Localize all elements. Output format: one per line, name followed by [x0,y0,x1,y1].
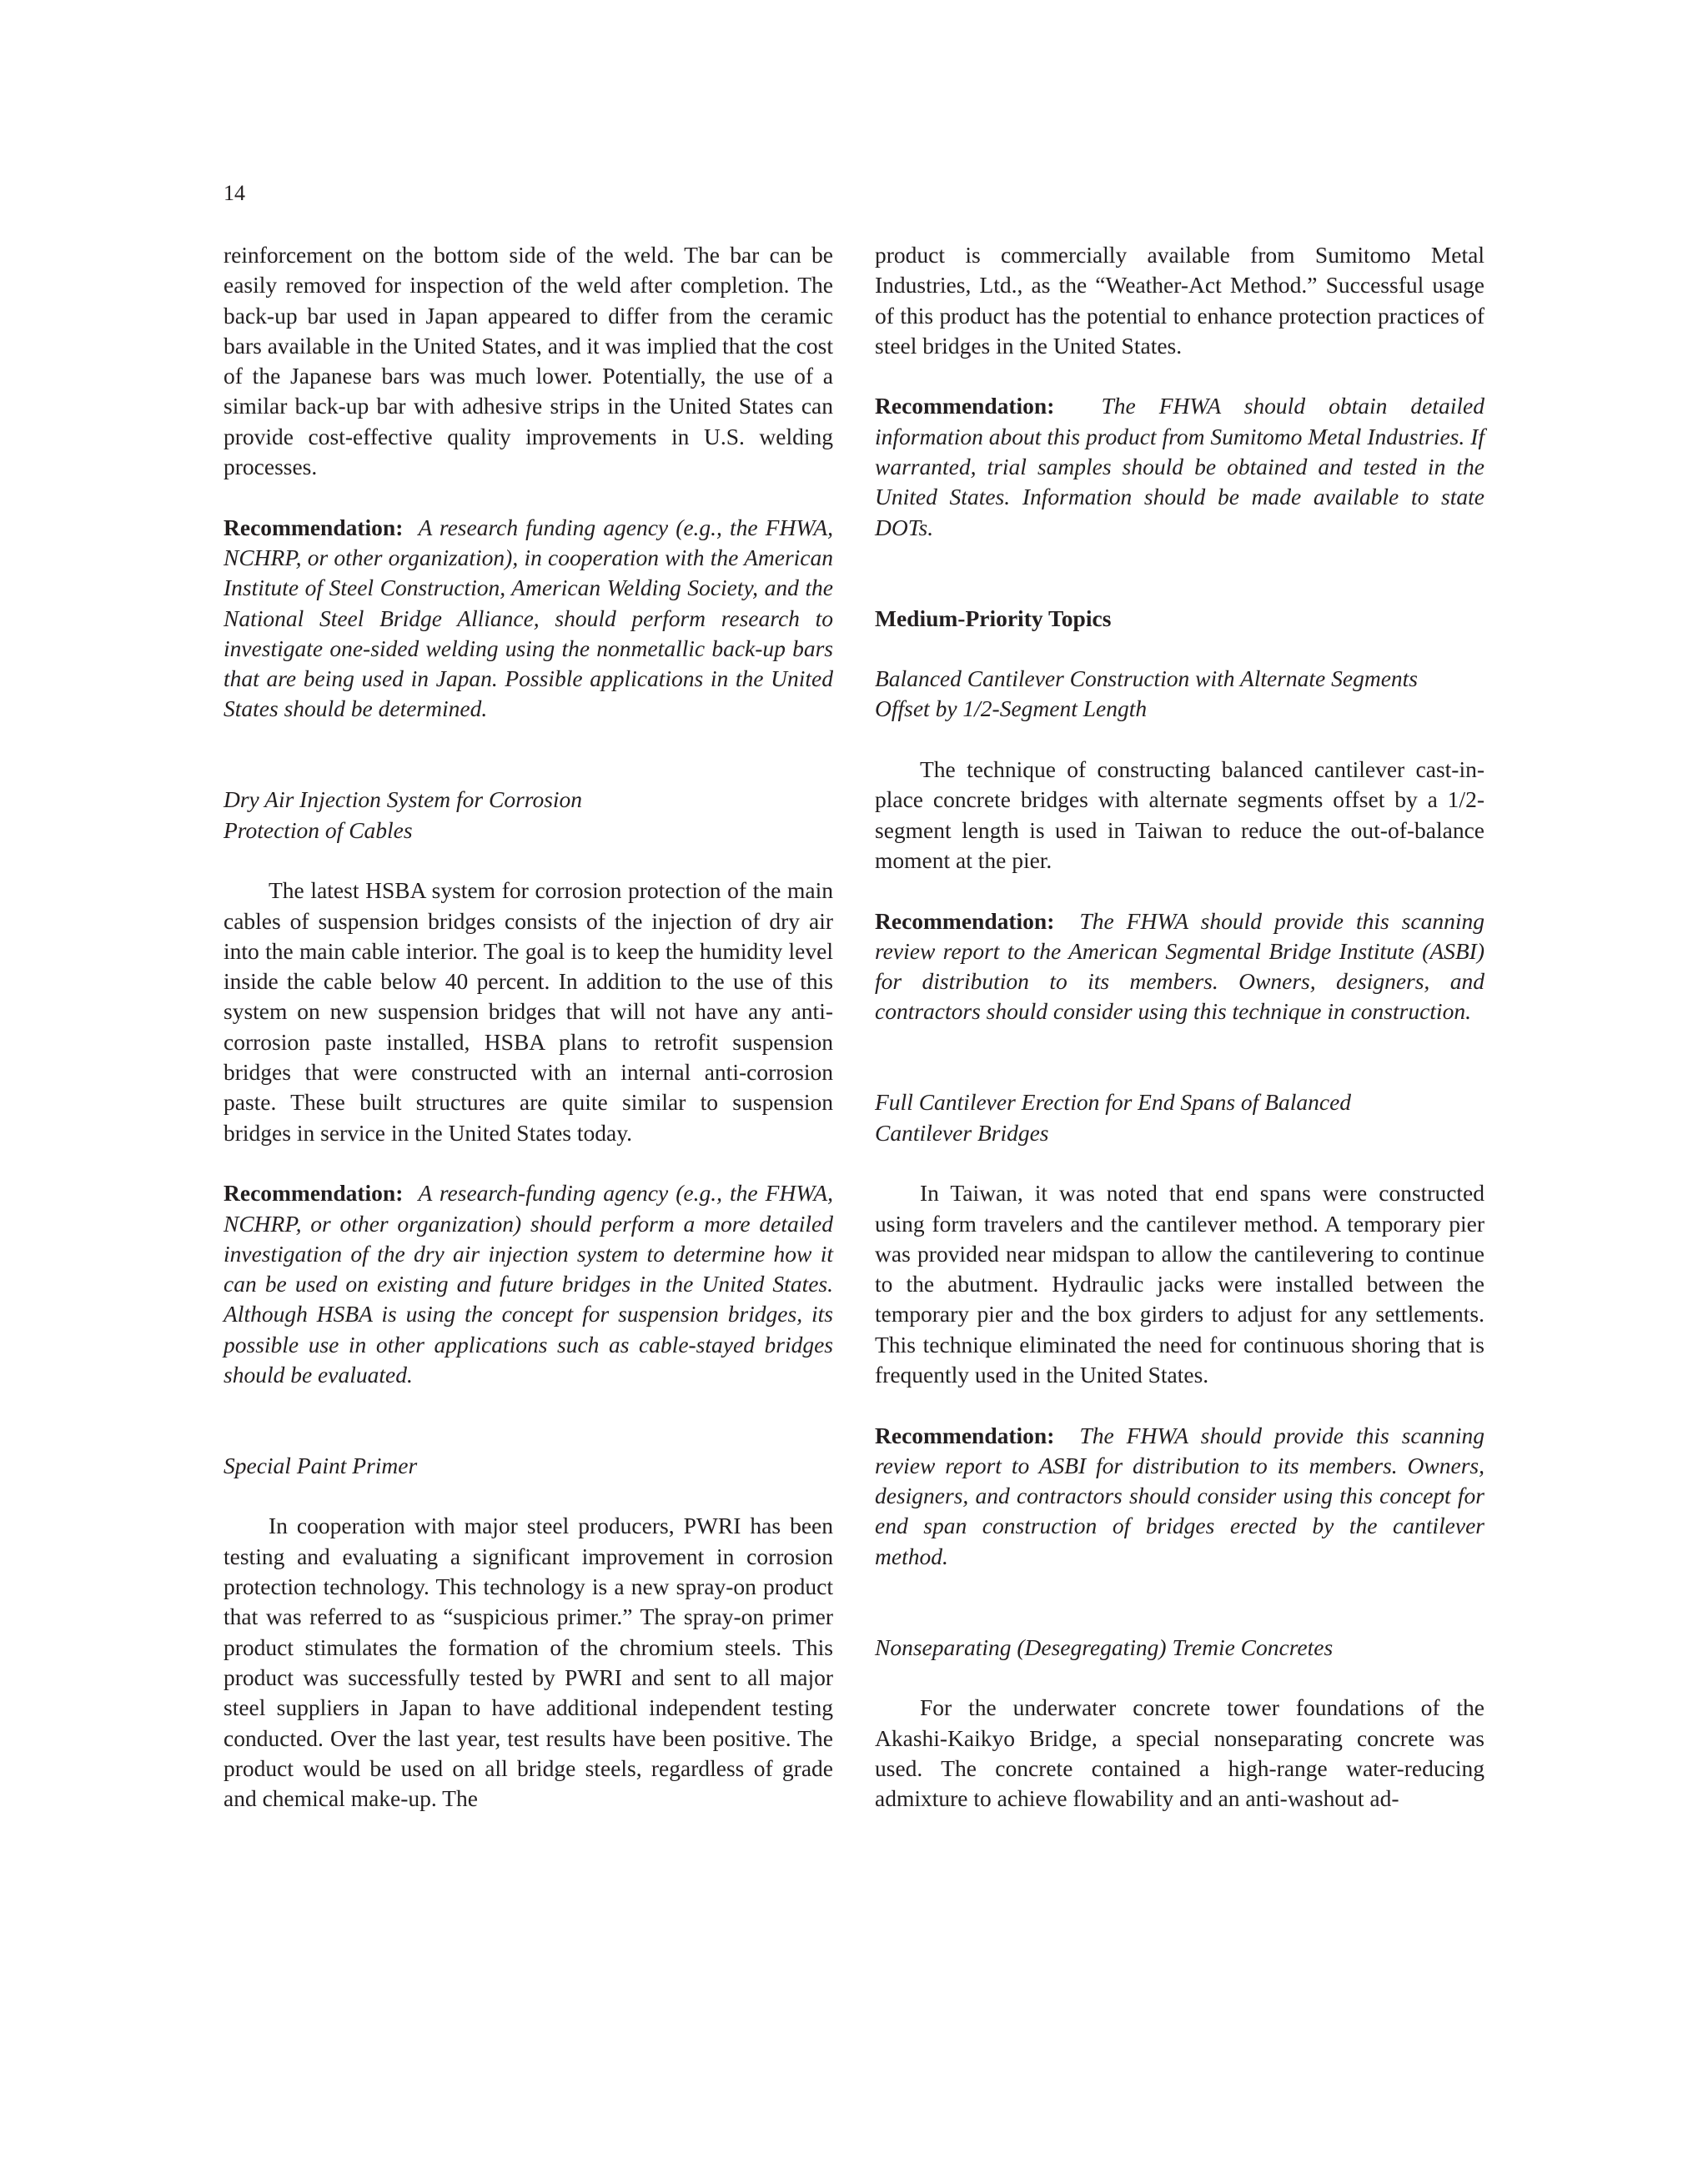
recommendation-label: Recommendation: [875,393,1055,419]
recommendation-full-cantilever [875,1421,1484,1572]
paragraph-tremie-concretes: For the underwater concrete tower foundations of the Akashi-Kaikyo Bridge, a special nonseparating concrete was used. The concrete contained a high-range water-reducing admixture to achieve flowability and an anti-washout ad- [875,1694,1484,1812]
recommendation-text: The FHWA should provide this scanning review report to ASBI for distribution to its members. Owners, designers, and contractors should consider using this concept for end span construction of bridges erected by the cantilever method. [875,1422,1484,1569]
recommendation-dry-air [224,1178,833,1390]
paragraph-full-cantilever: In Taiwan, it was noted that end spans were constructed using form travelers and the cantilever method. A temporary pier was provided near midspan to allow the cantilevering to continue to the abutment. Hydraulic jacks were installed between the temporary pier and the box girders to adjust for any settlements. This technique eliminated the need for continuous shoring that is frequently used in the United States. [875,1180,1484,1388]
recommendation-text: A research funding agency (e.g., the FHWA, NCHRP, or other organization), in cooperation with the American Institute of Steel Construction, American Welding Society, and the National Steel Bridge Alliance, should perform research to investigate one-sided welding using the nonmetallic back-up bars that are being used in Japan. Possible applications in the United States should be determined. [224,514,833,722]
recommendation-text: A research-funding agency (e.g., the FHWA, NCHRP, or other organization) should perform a more detailed investigation of the dry air injection system to determine how it can be used on existing and future bridges in the United States. Although HSBA is using the concept for suspension bridges, its possible use in other applications such as cable-stayed bridges should be evaluated. [224,1180,833,1388]
topic-heading-dry-air [224,785,833,846]
topic-heading-line: Full Cantilever Erection for End Spans of Balanced [875,1089,1352,1116]
topic-heading-line: Cantilever Bridges [875,1119,1049,1146]
recommendation-welding [224,513,833,725]
topic-heading-paint-primer: Special Paint Primer [224,1452,418,1478]
recommendation-label: Recommendation: [224,1180,404,1207]
paragraph-paint-primer: In cooperation with major steel producers, PWRI has been testing and evaluating a significant improvement in corrosion protection technology. This technology is a new spray-on product that was referred to as “suspicious primer.” The spray-on primer product stimulates the formation of the chromium steels. This product was successfully tested by PWRI and sent to all major steel suppliers in Japan to have additional independent testing conducted. Over the last year, test results have been positive. The product would be used on all bridge steels, regardless of grade and chemical make-up. The [224,1513,833,1812]
recommendation-text: The FHWA should obtain detailed information about this product from Sumitomo Metal Industries. If warranted, trial samples should be obtained and tested in the United States. Information should be made available to state DOTs. [875,393,1485,540]
paragraph-welding-continued: reinforcement on the bottom side of the weld. The bar can be easily removed for inspection of the weld after completion. The back-up bar used in Japan appeared to differ from the ceramic bars available in the United States, and it was implied that the cost of the Japanese bars was much lower. Potentially, the use of a similar back-up bar with adhesive strips in the United States can provide cost-effective quality improvements in U.S. welding processes. [224,242,833,480]
recommendation-label: Recommendation: [875,907,1055,934]
topic-heading-tremie-concretes: Nonseparating (Desegregating) Tremie Concretes [875,1634,1334,1660]
topic-heading-line: Offset by 1/2-Segment Length [875,695,1148,722]
paragraph-balanced-cantilever: The technique of constructing balanced cantilever cast-in-place concrete bridges with alternate segments offset by a 1/2-segment length is used in Taiwan to reduce the out-of-balance moment at the pier. [875,756,1484,873]
recommendation-label: Recommendation: [875,1422,1055,1448]
recommendation-label: Recommendation: [224,514,404,540]
page-number: 14 [224,181,245,205]
section-heading-medium-priority: Medium-Priority Topics [875,605,1112,631]
recommendation-balanced-cantilever [875,906,1484,1027]
recommendation-primer [875,391,1484,542]
topic-heading-line: Protection of Cables [224,816,413,843]
paragraph-dry-air: The latest HSBA system for corrosion protection of the main cables of suspension bridges consists of the injection of dry air into the main cable interior. The goal is to keep the humidity level inside the cable below 40 percent. In addition to the use of this system on new suspension bridges that will not have any anti-corrosion paste installed, HSBA plans to retrofit suspension bridges that were constructed with an internal anti-corrosion paste. These built structures are quite similar to suspension bridges in service in the United States today. [224,877,833,1146]
topic-heading-line: Balanced Cantilever Construction with Alternate Segments [875,665,1419,692]
topic-heading-balanced-cantilever [875,664,1484,725]
left-column [224,240,833,1814]
paragraph-primer-continued: product is commercially available from Sumitomo Metal Industries, Ltd., as the “Weather-Act Method.” Successful usage of this product has the potential to enhance protection practices of steel bridges in the United States. [875,242,1484,359]
recommendation-text: The FHWA should provide this scanning review report to the American Segmental Bridge Institute (ASBI) for distribution to its members. Owners, designers, and contractors should consider using this technique in construction. [875,907,1484,1025]
topic-heading-full-cantilever [875,1087,1484,1148]
topic-heading-line: Dry Air Injection System for Corrosion [224,786,583,813]
right-column [875,240,1484,1814]
